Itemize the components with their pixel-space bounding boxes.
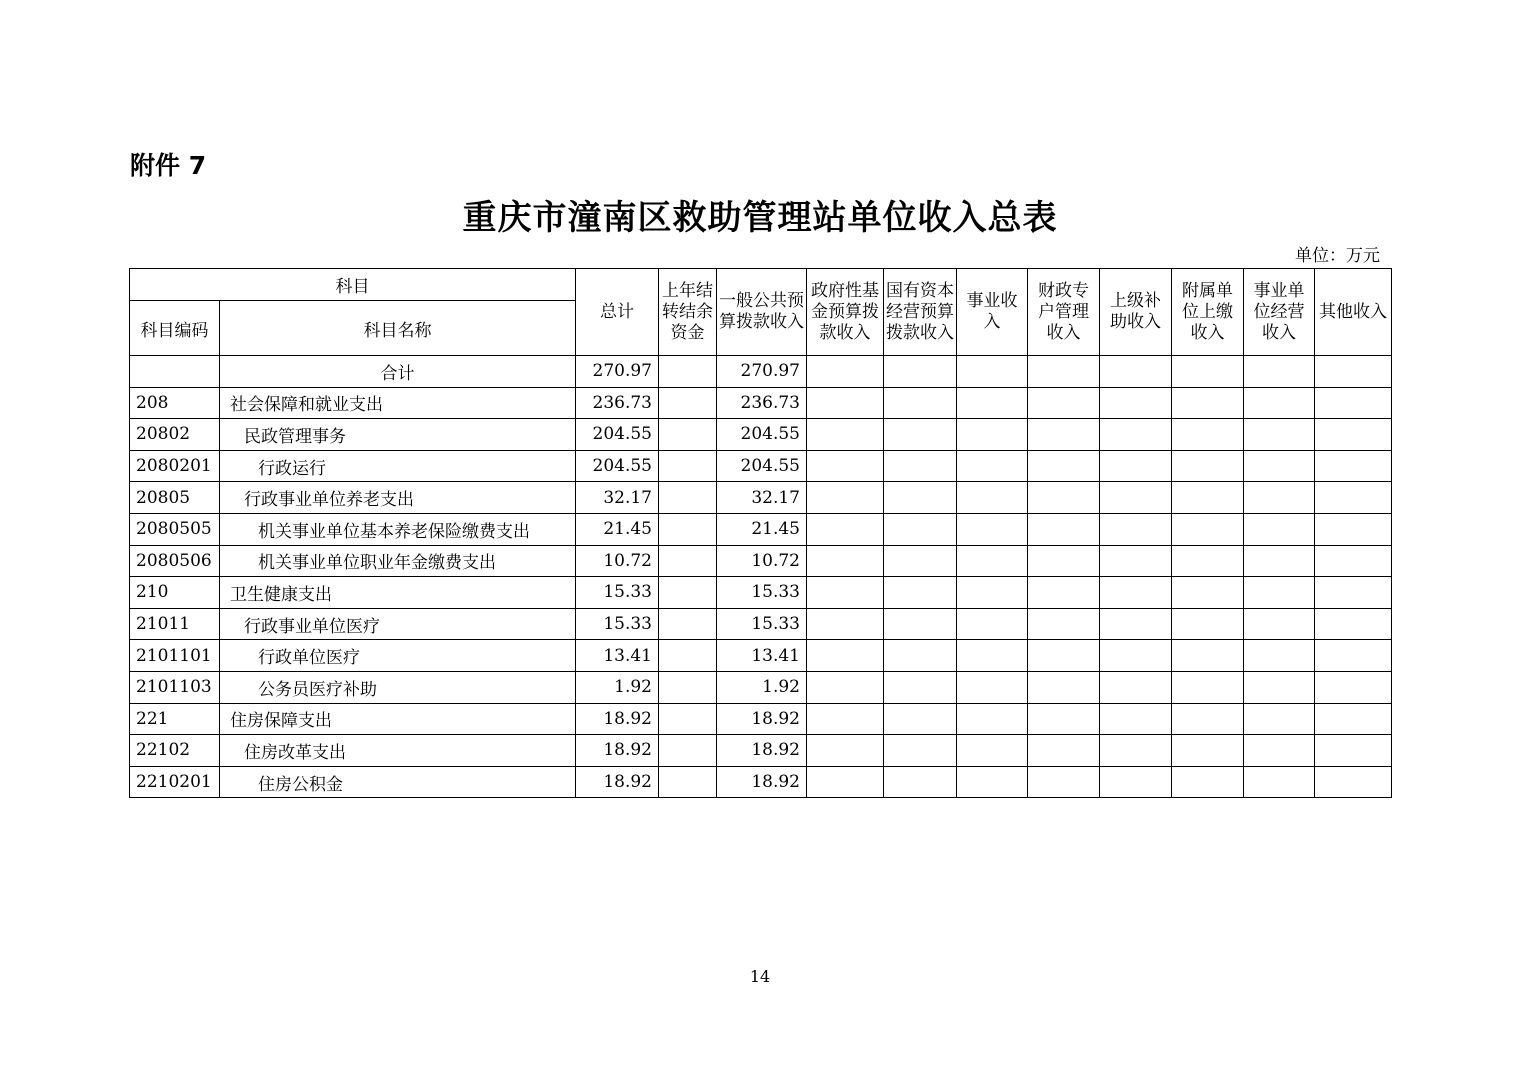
empty-cell <box>1315 640 1392 672</box>
subject-code: 221 <box>130 703 220 735</box>
empty-cell <box>1244 387 1315 419</box>
empty-cell <box>1172 513 1244 545</box>
table-row <box>130 577 1392 609</box>
total-value: 32.17 <box>576 482 659 514</box>
table-row <box>130 513 1392 545</box>
empty-cell <box>1244 419 1315 451</box>
header-row-1 <box>130 269 1392 301</box>
empty-cell <box>1244 577 1315 609</box>
empty-cell <box>884 577 957 609</box>
empty-cell <box>1100 703 1172 735</box>
table-row <box>130 640 1392 672</box>
empty-cell <box>957 577 1028 609</box>
general-budget-value: 18.92 <box>717 735 807 767</box>
header-gov-fund-budget: 政府性基金预算拨款收入 <box>807 269 884 356</box>
subject-code: 2101103 <box>130 671 220 703</box>
empty-cell <box>1244 545 1315 577</box>
empty-cell <box>1315 419 1392 451</box>
subject-code: 210 <box>130 577 220 609</box>
header-subject-code: 科目编码 <box>130 301 220 356</box>
empty-cell <box>957 482 1028 514</box>
empty-cell <box>1028 545 1100 577</box>
empty-cell <box>957 608 1028 640</box>
subject-code: 2101101 <box>130 640 220 672</box>
empty-cell <box>1028 387 1100 419</box>
empty-cell <box>1315 356 1392 388</box>
empty-cell <box>1028 766 1100 798</box>
empty-cell <box>1315 577 1392 609</box>
empty-cell <box>884 671 957 703</box>
empty-cell <box>884 545 957 577</box>
total-value: 13.41 <box>576 640 659 672</box>
table-row <box>130 735 1392 767</box>
empty-cell <box>1100 545 1172 577</box>
empty-cell <box>807 608 884 640</box>
empty-cell <box>1100 482 1172 514</box>
empty-cell <box>807 640 884 672</box>
subject-name: 机关事业单位职业年金缴费支出 <box>220 545 576 577</box>
empty-cell <box>1100 671 1172 703</box>
empty-cell <box>1244 482 1315 514</box>
empty-cell <box>659 513 717 545</box>
total-value: 270.97 <box>576 356 659 388</box>
empty-cell <box>659 735 717 767</box>
empty-cell <box>659 419 717 451</box>
empty-cell <box>807 577 884 609</box>
empty-cell <box>807 545 884 577</box>
empty-cell <box>1315 387 1392 419</box>
unit-label: 单位：万元 <box>1295 246 1380 266</box>
empty-cell <box>957 450 1028 482</box>
empty-cell <box>807 356 884 388</box>
subject-code: 2080201 <box>130 450 220 482</box>
empty-cell <box>1028 735 1100 767</box>
general-budget-value: 15.33 <box>717 608 807 640</box>
empty-cell <box>1028 513 1100 545</box>
empty-cell <box>884 766 957 798</box>
table-row <box>130 387 1392 419</box>
header-group-subject: 科目 <box>130 269 576 301</box>
table-row <box>130 671 1392 703</box>
subject-name: 住房保障支出 <box>220 703 576 735</box>
subject-name: 行政事业单位医疗 <box>220 608 576 640</box>
empty-cell <box>1100 387 1172 419</box>
header-state-capital-budget: 国有资本经营预算拨款收入 <box>884 269 957 356</box>
empty-cell <box>1100 640 1172 672</box>
empty-cell <box>1172 450 1244 482</box>
subject-code: 2210201 <box>130 766 220 798</box>
total-value: 18.92 <box>576 766 659 798</box>
empty-cell <box>807 513 884 545</box>
empty-cell <box>1315 735 1392 767</box>
page-title: 重庆市潼南区救助管理站单位收入总表 <box>462 198 1058 238</box>
subject-code: 21011 <box>130 608 220 640</box>
empty-cell <box>807 450 884 482</box>
empty-cell <box>807 735 884 767</box>
empty-cell <box>1028 577 1100 609</box>
header-total: 总计 <box>576 269 659 356</box>
general-budget-value: 18.92 <box>717 703 807 735</box>
total-value: 15.33 <box>576 608 659 640</box>
page-number: 14 <box>749 967 771 986</box>
empty-cell <box>1244 513 1315 545</box>
empty-cell <box>1100 450 1172 482</box>
subject-code: 20805 <box>130 482 220 514</box>
empty-cell <box>884 450 957 482</box>
header-business-income: 事业收入 <box>957 269 1028 356</box>
empty-cell <box>1172 482 1244 514</box>
empty-cell <box>957 766 1028 798</box>
empty-cell <box>957 356 1028 388</box>
table-row <box>130 766 1392 798</box>
empty-cell <box>884 513 957 545</box>
empty-cell <box>1172 608 1244 640</box>
general-budget-value: 15.33 <box>717 577 807 609</box>
income-summary-table <box>129 268 1392 798</box>
empty-cell <box>1100 419 1172 451</box>
empty-cell <box>957 640 1028 672</box>
empty-cell <box>807 766 884 798</box>
general-budget-value: 21.45 <box>717 513 807 545</box>
empty-cell <box>659 450 717 482</box>
empty-cell <box>1172 671 1244 703</box>
empty-cell <box>1172 387 1244 419</box>
total-value: 15.33 <box>576 577 659 609</box>
total-value: 21.45 <box>576 513 659 545</box>
subject-code: 208 <box>130 387 220 419</box>
empty-cell <box>1172 735 1244 767</box>
empty-cell <box>1244 450 1315 482</box>
header-operating-income: 事业单位经营收入 <box>1244 269 1315 356</box>
subject-code: 20802 <box>130 419 220 451</box>
subject-name: 行政事业单位养老支出 <box>220 482 576 514</box>
table-row <box>130 419 1392 451</box>
table-row <box>130 545 1392 577</box>
subject-name: 民政管理事务 <box>220 419 576 451</box>
empty-cell <box>1172 577 1244 609</box>
empty-cell <box>884 482 957 514</box>
empty-cell <box>659 703 717 735</box>
empty-cell <box>659 387 717 419</box>
subject-name: 住房公积金 <box>220 766 576 798</box>
subject-code: 2080506 <box>130 545 220 577</box>
empty-cell <box>884 640 957 672</box>
general-budget-value: 10.72 <box>717 545 807 577</box>
subject-code: 2080505 <box>130 513 220 545</box>
table-row <box>130 482 1392 514</box>
empty-cell <box>1100 577 1172 609</box>
empty-cell <box>1028 703 1100 735</box>
empty-cell <box>659 671 717 703</box>
general-budget-value: 32.17 <box>717 482 807 514</box>
empty-cell <box>1315 608 1392 640</box>
empty-cell <box>659 577 717 609</box>
empty-cell <box>1028 419 1100 451</box>
empty-cell <box>1100 735 1172 767</box>
general-budget-value: 236.73 <box>717 387 807 419</box>
empty-cell <box>884 735 957 767</box>
header-subject-name: 科目名称 <box>220 301 576 356</box>
total-value: 204.55 <box>576 450 659 482</box>
empty-cell <box>1172 703 1244 735</box>
empty-cell <box>884 356 957 388</box>
attachment-label: 附件 7 <box>130 151 207 180</box>
empty-cell <box>659 608 717 640</box>
header-prior-year-carryover: 上年结转结余资金 <box>659 269 717 356</box>
empty-cell <box>1315 513 1392 545</box>
empty-cell <box>1172 766 1244 798</box>
empty-cell <box>1172 419 1244 451</box>
subject-name: 公务员医疗补助 <box>220 671 576 703</box>
total-value: 18.92 <box>576 703 659 735</box>
empty-cell <box>1028 608 1100 640</box>
general-budget-value: 13.41 <box>717 640 807 672</box>
empty-cell <box>1244 608 1315 640</box>
header-affiliated-remittance: 附属单位上缴收入 <box>1172 269 1244 356</box>
empty-cell <box>807 671 884 703</box>
empty-cell <box>1244 640 1315 672</box>
empty-cell <box>1244 671 1315 703</box>
general-budget-value: 1.92 <box>717 671 807 703</box>
subject-name: 卫生健康支出 <box>220 577 576 609</box>
table-row <box>130 450 1392 482</box>
general-budget-value: 204.55 <box>717 450 807 482</box>
empty-cell <box>1172 640 1244 672</box>
empty-cell <box>1100 356 1172 388</box>
header-superior-subsidy: 上级补助收入 <box>1100 269 1172 356</box>
empty-cell <box>659 356 717 388</box>
empty-cell <box>957 671 1028 703</box>
empty-cell <box>1100 766 1172 798</box>
total-row <box>130 356 1392 388</box>
subject-name: 机关事业单位基本养老保险缴费支出 <box>220 513 576 545</box>
empty-cell <box>1315 766 1392 798</box>
subject-name: 社会保障和就业支出 <box>220 387 576 419</box>
subject-name: 行政运行 <box>220 450 576 482</box>
subject-name: 住房改革支出 <box>220 735 576 767</box>
empty-cell <box>1028 450 1100 482</box>
empty-cell <box>1315 545 1392 577</box>
table-row <box>130 608 1392 640</box>
total-value: 18.92 <box>576 735 659 767</box>
empty-cell <box>1028 671 1100 703</box>
empty-cell <box>957 419 1028 451</box>
empty-cell <box>957 545 1028 577</box>
empty-cell <box>957 735 1028 767</box>
empty-cell <box>884 608 957 640</box>
total-value: 236.73 <box>576 387 659 419</box>
empty-cell <box>807 387 884 419</box>
header-fiscal-account-income: 财政专户管理收入 <box>1028 269 1100 356</box>
empty-cell <box>1244 703 1315 735</box>
total-label: 合计 <box>220 356 576 388</box>
total-value: 204.55 <box>576 419 659 451</box>
total-code-cell <box>130 356 220 388</box>
total-value: 10.72 <box>576 545 659 577</box>
empty-cell <box>1028 356 1100 388</box>
empty-cell <box>1100 513 1172 545</box>
empty-cell <box>1172 356 1244 388</box>
empty-cell <box>1028 640 1100 672</box>
header-other-income: 其他收入 <box>1315 269 1392 356</box>
empty-cell <box>807 482 884 514</box>
empty-cell <box>659 545 717 577</box>
empty-cell <box>1315 671 1392 703</box>
empty-cell <box>884 703 957 735</box>
total-general-budget: 270.97 <box>717 356 807 388</box>
total-value: 1.92 <box>576 671 659 703</box>
empty-cell <box>807 419 884 451</box>
empty-cell <box>1100 608 1172 640</box>
empty-cell <box>957 703 1028 735</box>
empty-cell <box>659 766 717 798</box>
table-row <box>130 703 1392 735</box>
empty-cell <box>807 703 884 735</box>
empty-cell <box>957 513 1028 545</box>
empty-cell <box>1028 482 1100 514</box>
empty-cell <box>884 419 957 451</box>
empty-cell <box>1172 545 1244 577</box>
empty-cell <box>1315 703 1392 735</box>
empty-cell <box>659 482 717 514</box>
subject-name: 行政单位医疗 <box>220 640 576 672</box>
general-budget-value: 18.92 <box>717 766 807 798</box>
header-general-budget: 一般公共预算拨款收入 <box>717 269 807 356</box>
empty-cell <box>884 387 957 419</box>
empty-cell <box>1244 766 1315 798</box>
empty-cell <box>1315 450 1392 482</box>
empty-cell <box>957 387 1028 419</box>
empty-cell <box>1244 356 1315 388</box>
empty-cell <box>1315 482 1392 514</box>
general-budget-value: 204.55 <box>717 419 807 451</box>
empty-cell <box>1244 735 1315 767</box>
empty-cell <box>659 640 717 672</box>
subject-code: 22102 <box>130 735 220 767</box>
